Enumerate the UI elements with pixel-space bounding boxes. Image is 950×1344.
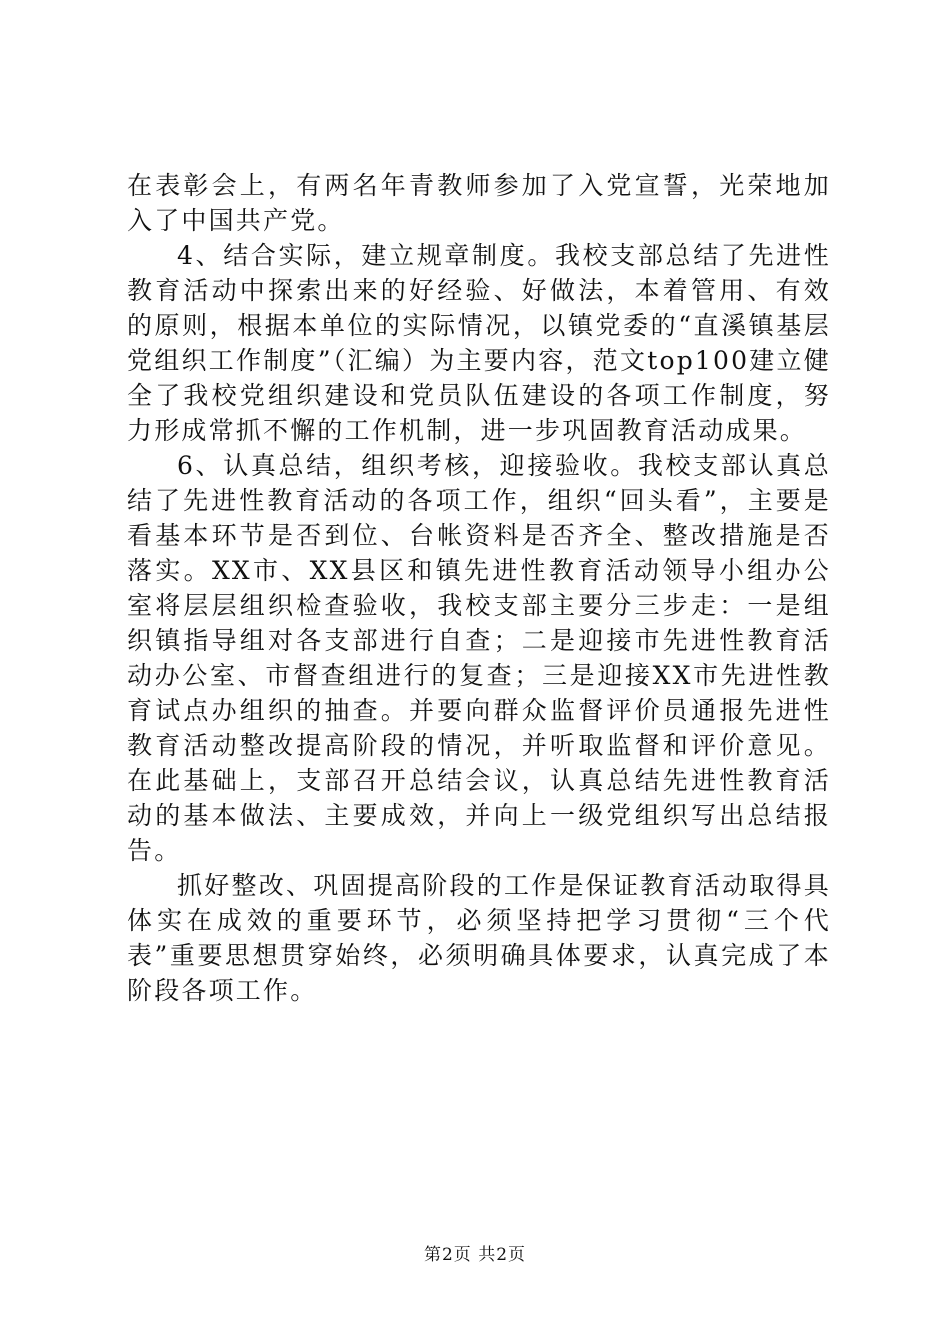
- paragraph-continuation: 在表彰会上，有两名年青教师参加了入党宣誓，光荣地加入了中国共产党。: [127, 171, 831, 235]
- paragraph-rules-system: 4、结合实际，建立规章制度。我校支部总结了先进性教育活动中探索出来的好经验、好做法，本着管用、有效的原则，根据本单位的实际情况，以镇党委的“直溪镇基层党组织工作制度”（汇编）为主要内容，范文top100建立健全了我校党组织建设和党员队伍建设的各项工作制度，努力形成常抓不懈的工作机制，进一步巩固教育活动成果。: [127, 241, 831, 445]
- page-number-footer: 第2页 共2页: [423, 1245, 527, 1265]
- document-body: [127, 168, 831, 1008]
- paragraph-conclusion: 抓好整改、巩固提高阶段的工作是保证教育活动取得具体实在成效的重要环节，必须坚持把学习贯彻“三个代表”重要思想贯穿始终，必须明确具体要求，认真完成了本阶段各项工作。: [127, 871, 831, 1005]
- paragraph-summary-review: 6、认真总结，组织考核，迎接验收。我校支部认真总结了先进性教育活动的各项工作，组织“回头看”，主要是看基本环节是否到位、台帐资料是否齐全、整改措施是否落实。XX市、XX县区和镇先进性教育活动领导小组办公室将层层组织检查验收，我校支部主要分三步走：一是组织镇指导组对各支部进行自查；二是迎接市先进性教育活动办公室、市督查组进行的复查；三是迎接XX市先进性教育试点办组织的抽查。并要向群众监督评价员通报先进性教育活动整改提高阶段的情况，并听取监督和评价意见。在此基础上，支部召开总结会议，认真总结先进性教育活动的基本做法、主要成效，并向上一级党组织写出总结报告。: [127, 451, 831, 865]
